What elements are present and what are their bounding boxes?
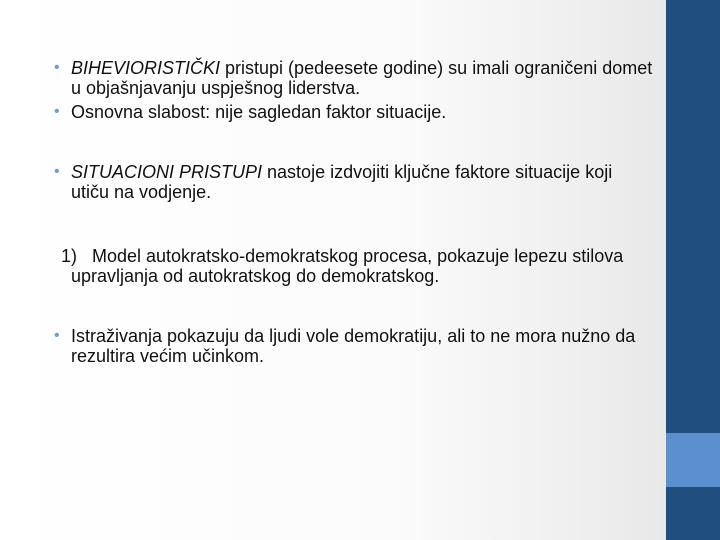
bullet-text: Osnovna slabost: nije sagledan faktor situacije. [71,102,447,122]
bullet-icon: • [54,327,60,344]
bullet-text: pristupi (pedeesete godine) su imali ograničeni domet u objašnjavanju uspješnog liderstva. [71,58,653,98]
item-number: 1) [61,246,78,266]
bullet-icon: • [54,163,60,180]
bullet-item-research [54,326,654,366]
bullet-icon: • [54,103,60,120]
numbered-text: Model autokratsko-demokratskog procesa, pokazuje lepezu stilova upravljanja od autokratskog do demokratskog. [71,246,624,286]
side-accent-block [666,433,720,487]
bullet-item-weakness [54,102,654,122]
bullet-icon: • [54,59,60,76]
bullet-item-situational [54,162,654,202]
bullet-text: nastoje izdvojiti ključne faktore situacije koji utiču na vodjenje. [71,162,613,202]
bullet-item-behavioral [54,58,654,98]
emphasis-text: SITUACIONI PRISTUPI [71,162,263,182]
numbered-item-model [54,246,654,286]
emphasis-text: BIHEVIORISTIČKI [71,58,221,78]
bullet-text: Istraživanja pokazuju da ljudi vole demokratiju, ali to ne mora nužno da rezultira većim učinkom. [71,326,636,366]
slide-content [54,58,654,366]
